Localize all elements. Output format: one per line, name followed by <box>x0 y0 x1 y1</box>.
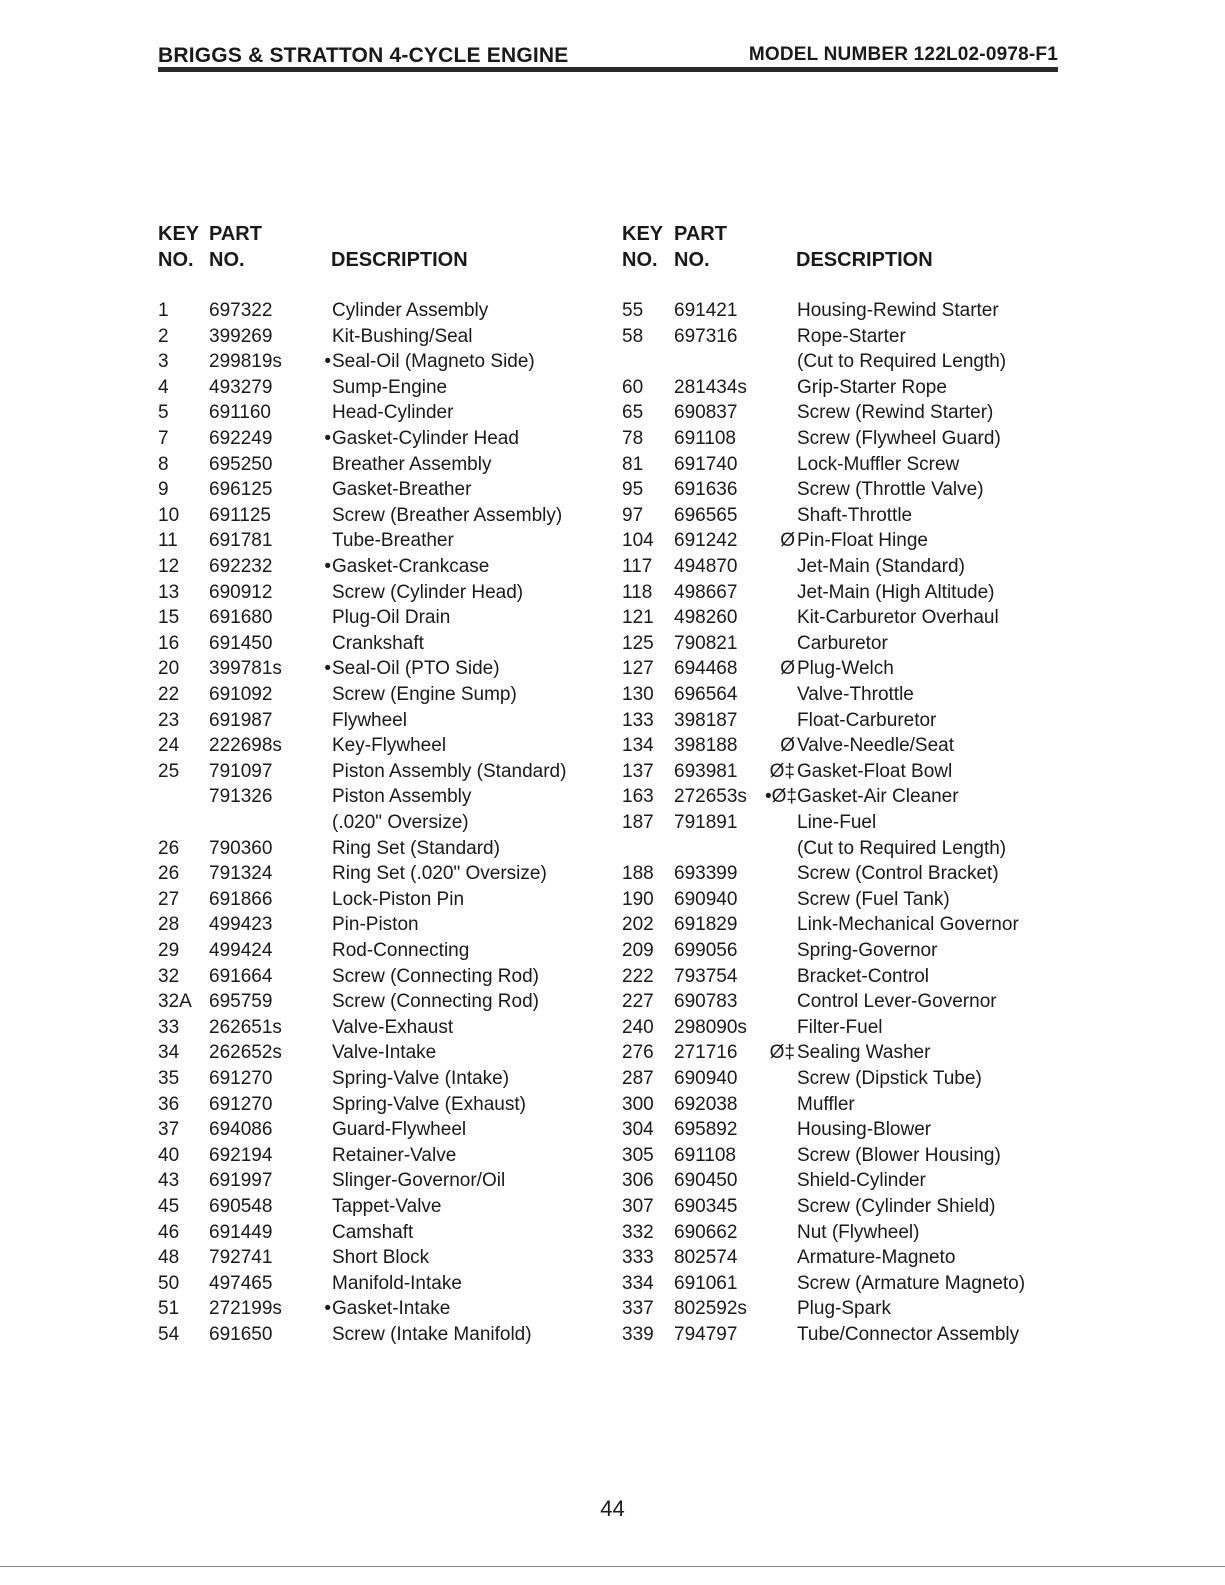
part-description: (Cut to Required Length) <box>797 351 1007 373</box>
key-number: 34 <box>158 1042 180 1064</box>
part-number: 691270 <box>209 1068 273 1089</box>
part-description: Plug-Welch <box>797 658 894 680</box>
part-description: Screw (Fuel Tank) <box>797 888 950 910</box>
part-description: Spring-Valve (Exhaust) <box>332 1093 526 1115</box>
part-description: Screw (Armature Magneto) <box>797 1272 1026 1294</box>
part-number: 691270 <box>209 1093 273 1115</box>
part-number: 790821 <box>674 632 738 654</box>
part-number: 694468 <box>674 658 738 680</box>
part-number: 690940 <box>674 1068 738 1089</box>
key-number: 104 <box>622 530 654 552</box>
part-description: Key-Flywheel <box>332 735 447 757</box>
part-description: Muffler <box>797 1093 855 1115</box>
part-description: Screw (Intake Manifold) <box>332 1324 532 1345</box>
part-description: Piston Assembly <box>332 786 472 808</box>
part-description: Valve-Intake <box>332 1042 437 1064</box>
symbol-marker: • <box>324 556 331 577</box>
part-header: PART <box>209 223 262 245</box>
key-number: 133 <box>622 709 654 731</box>
part-number: 693399 <box>674 863 738 885</box>
part-number: 691987 <box>209 709 273 731</box>
part-number: 793754 <box>674 965 738 987</box>
part-header: PART <box>674 223 727 245</box>
part-description: Camshaft <box>332 1221 414 1243</box>
part-description: Grip-Starter Rope <box>797 376 947 398</box>
part-number: 692194 <box>209 1144 273 1166</box>
part-number: 690783 <box>674 991 738 1013</box>
key-header: KEY <box>158 223 200 245</box>
part-number: 690837 <box>674 402 738 424</box>
part-number: 498667 <box>674 581 738 603</box>
part-description: Screw (Cylinder Head) <box>332 581 524 603</box>
part-description: Gasket-Float Bowl <box>797 760 953 782</box>
part-description: Pin-Piston <box>332 914 419 936</box>
part-number: 299819s <box>209 351 282 373</box>
part-number: 790360 <box>209 837 273 859</box>
key-number: 65 <box>622 402 644 424</box>
key-number: 32 <box>158 965 180 987</box>
key-number: 23 <box>158 709 180 731</box>
symbol-marker: • <box>324 1298 331 1320</box>
part-description: Screw (Connecting Rod) <box>332 991 539 1013</box>
part-description: Control Lever-Governor <box>797 991 997 1013</box>
key-number: 50 <box>158 1272 180 1294</box>
part-description: Lock-Muffler Screw <box>797 453 960 475</box>
part-description: Screw (Engine Sump) <box>332 684 517 705</box>
part-number: 695759 <box>209 991 273 1013</box>
part-description: Retainer-Valve <box>332 1144 457 1166</box>
part-number: 791891 <box>674 812 738 833</box>
part-number: 399269 <box>209 325 273 347</box>
part-number: 691449 <box>209 1221 273 1243</box>
part-description: Tube/Connector Assembly <box>797 1324 1020 1345</box>
key-number: 60 <box>622 376 644 398</box>
engine-title: BRIGGS & STRATTON 4-CYCLE ENGINE <box>158 44 569 67</box>
part-number: 691108 <box>674 428 736 449</box>
part-number: 398187 <box>674 709 738 731</box>
part-description: Gasket-Intake <box>332 1298 451 1320</box>
key-number: 78 <box>622 428 644 449</box>
part-number: 499423 <box>209 914 273 936</box>
part-description: Gasket-Cylinder Head <box>332 428 519 449</box>
part-description: Screw (Dipstick Tube) <box>797 1068 982 1089</box>
symbol-marker: Ø‡ <box>769 1042 795 1064</box>
part-number: 499424 <box>209 940 273 961</box>
key-number: 8 <box>158 453 169 475</box>
symbol-marker: Ø‡ <box>769 760 795 782</box>
part-description: Valve-Throttle <box>797 684 914 705</box>
key-number: 130 <box>622 684 654 705</box>
key-number: 190 <box>622 888 654 910</box>
part-description: Tube-Breather <box>332 530 454 552</box>
part-number: 693981 <box>674 760 738 782</box>
part-description: Rod-Connecting <box>332 940 470 961</box>
part-number: 696565 <box>674 504 738 526</box>
key-number: 45 <box>158 1196 180 1217</box>
part-number: 695250 <box>209 453 273 475</box>
key-number: 40 <box>158 1144 180 1166</box>
key-no-header: NO. <box>158 249 194 271</box>
part-description: Shield-Cylinder <box>797 1170 926 1192</box>
part-description: Seal-Oil (PTO Side) <box>332 658 500 680</box>
part-number: 272653s <box>674 786 747 808</box>
part-number: 692038 <box>674 1093 738 1115</box>
part-description: Screw (Rewind Starter) <box>797 402 994 424</box>
part-description: Tappet-Valve <box>332 1196 442 1217</box>
part-number: 398188 <box>674 735 738 757</box>
key-number: 7 <box>158 428 169 449</box>
key-number: 339 <box>622 1324 654 1345</box>
key-number: 32A <box>158 991 192 1013</box>
part-description: Link-Mechanical Governor <box>797 914 1019 936</box>
part-description: Slinger-Governor/Oil <box>332 1170 506 1192</box>
part-number: 262651s <box>209 1016 282 1038</box>
key-number: 305 <box>622 1144 654 1166</box>
key-number: 5 <box>158 402 169 424</box>
part-description: Crankshaft <box>332 632 424 654</box>
part-description: Plug-Spark <box>797 1298 891 1320</box>
part-number: 694086 <box>209 1119 273 1141</box>
key-number: 51 <box>158 1298 180 1320</box>
description-header: DESCRIPTION <box>796 249 933 271</box>
part-number: 690345 <box>674 1196 738 1217</box>
part-description: (.020" Oversize) <box>332 812 469 833</box>
part-number: 697322 <box>209 300 273 321</box>
part-description: Screw (Flywheel Guard) <box>797 428 1001 449</box>
part-description: Nut (Flywheel) <box>797 1221 920 1243</box>
part-number: 691829 <box>674 914 738 936</box>
key-number: 13 <box>158 581 180 603</box>
part-no-header: NO. <box>674 249 710 271</box>
part-number: 494870 <box>674 556 738 577</box>
key-no-header: NO. <box>622 249 658 271</box>
key-number: 2 <box>158 325 169 347</box>
symbol-marker: •Ø‡ <box>765 786 797 808</box>
part-number: 497465 <box>209 1272 273 1294</box>
key-number: 26 <box>158 863 180 885</box>
part-number: 691061 <box>674 1272 738 1294</box>
part-description: Head-Cylinder <box>332 402 454 424</box>
key-number: 287 <box>622 1068 654 1089</box>
key-number: 187 <box>622 812 654 833</box>
key-number: 97 <box>622 504 644 526</box>
part-number: 493279 <box>209 376 273 398</box>
key-number: 16 <box>158 632 180 654</box>
key-number: 127 <box>622 658 654 680</box>
part-description: Plug-Oil Drain <box>332 607 451 629</box>
key-number: 15 <box>158 607 180 629</box>
part-description: Jet-Main (Standard) <box>797 556 965 577</box>
symbol-marker: Ø <box>780 658 795 680</box>
part-number: 692249 <box>209 428 273 449</box>
key-number: 227 <box>622 991 654 1013</box>
key-number: 26 <box>158 837 180 859</box>
header-rule <box>158 67 1058 72</box>
part-number: 298090s <box>674 1016 747 1038</box>
part-description: Screw (Cylinder Shield) <box>797 1196 996 1217</box>
part-description: Filter-Fuel <box>797 1016 883 1038</box>
model-number: MODEL NUMBER 122L02-0978-F1 <box>748 44 1058 65</box>
bottom-rule <box>0 1566 1225 1567</box>
key-number: 337 <box>622 1298 654 1320</box>
part-description: Bracket-Control <box>797 965 929 987</box>
key-number: 332 <box>622 1221 654 1243</box>
part-description: Rope-Starter <box>797 325 906 347</box>
part-number: 690548 <box>209 1196 273 1217</box>
part-description: Screw (Control Bracket) <box>797 863 999 885</box>
key-number: 222 <box>622 965 654 987</box>
key-number: 118 <box>622 581 653 603</box>
part-description: Screw (Throttle Valve) <box>797 479 984 501</box>
part-number: 399781s <box>209 658 282 680</box>
key-number: 1 <box>158 300 169 321</box>
part-number: 794797 <box>674 1324 738 1345</box>
part-number: 271716 <box>674 1042 738 1064</box>
part-number: 498260 <box>674 607 738 629</box>
part-number: 691160 <box>209 402 271 424</box>
part-description: Screw (Blower Housing) <box>797 1144 1001 1166</box>
part-number: 691421 <box>674 300 738 321</box>
key-number: 333 <box>622 1247 654 1269</box>
part-number: 699056 <box>674 940 738 961</box>
key-number: 35 <box>158 1068 180 1089</box>
key-number: 43 <box>158 1170 180 1192</box>
part-number: 802574 <box>674 1247 738 1269</box>
part-description: Sump-Engine <box>332 376 448 398</box>
part-number: 802592s <box>674 1298 747 1320</box>
key-number: 121 <box>622 607 654 629</box>
part-description: Screw (Connecting Rod) <box>332 965 539 987</box>
part-description: Piston Assembly (Standard) <box>332 760 567 782</box>
part-description: Valve-Exhaust <box>332 1016 454 1038</box>
key-number: 25 <box>158 760 180 782</box>
part-description: Kit-Bushing/Seal <box>332 325 473 347</box>
part-description: Seal-Oil (Magneto Side) <box>332 351 535 373</box>
part-description: Valve-Needle/Seat <box>797 735 955 757</box>
part-number: 691125 <box>209 504 271 526</box>
symbol-marker: Ø <box>780 735 795 757</box>
key-number: 10 <box>158 504 180 526</box>
part-number: 691636 <box>674 479 738 501</box>
part-description: Line-Fuel <box>797 812 877 833</box>
key-number: 37 <box>158 1119 180 1141</box>
part-description: Float-Carburetor <box>797 709 937 731</box>
part-number: 691664 <box>209 965 273 987</box>
part-description: Gasket-Air Cleaner <box>797 786 959 808</box>
part-description: Sealing Washer <box>797 1042 931 1064</box>
part-number: 281434s <box>674 376 747 398</box>
part-number: 222698s <box>209 735 282 757</box>
description-header: DESCRIPTION <box>331 249 468 271</box>
key-number: 3 <box>158 351 169 373</box>
part-description: Spring-Governor <box>797 940 938 961</box>
symbol-marker: • <box>324 351 331 373</box>
key-number: 300 <box>622 1093 654 1115</box>
part-description: Kit-Carburetor Overhaul <box>797 607 999 629</box>
key-number: 46 <box>158 1221 180 1243</box>
part-description: Shaft-Throttle <box>797 504 913 526</box>
part-description: Manifold-Intake <box>332 1272 462 1294</box>
part-description: Lock-Piston Pin <box>332 888 465 910</box>
part-description: Screw (Breather Assembly) <box>332 504 563 526</box>
part-description: Housing-Blower <box>797 1119 932 1141</box>
key-number: 95 <box>622 479 644 501</box>
key-number: 12 <box>158 556 180 577</box>
part-number: 691997 <box>209 1170 273 1192</box>
part-number: 696564 <box>674 684 738 705</box>
part-number: 690662 <box>674 1221 738 1243</box>
part-description: Short Block <box>332 1247 430 1269</box>
part-number: 691450 <box>209 632 273 654</box>
part-number: 696125 <box>209 479 273 501</box>
key-number: 306 <box>622 1170 654 1192</box>
part-description: Ring Set (.020" Oversize) <box>332 863 547 885</box>
part-description: Pin-Float Hinge <box>797 530 928 552</box>
key-number: 209 <box>622 940 654 961</box>
key-number: 55 <box>622 300 644 321</box>
part-description: Housing-Rewind Starter <box>797 300 999 321</box>
page-number: 44 <box>600 1496 625 1521</box>
part-number: 692232 <box>209 556 273 577</box>
part-number: 792741 <box>209 1247 273 1269</box>
key-number: 58 <box>622 325 644 347</box>
key-number: 134 <box>622 735 654 757</box>
symbol-marker: • <box>324 658 331 680</box>
part-number: 691108 <box>674 1144 736 1166</box>
part-number: 690912 <box>209 581 273 603</box>
key-number: 276 <box>622 1042 654 1064</box>
key-number: 334 <box>622 1272 654 1294</box>
key-number: 27 <box>158 888 180 910</box>
key-number: 48 <box>158 1247 180 1269</box>
key-number: 81 <box>622 453 644 475</box>
part-description: (Cut to Required Length) <box>797 837 1007 859</box>
part-description: Gasket-Crankcase <box>332 556 490 577</box>
part-description: Guard-Flywheel <box>332 1119 467 1141</box>
key-number: 28 <box>158 914 180 936</box>
part-number: 691866 <box>209 888 273 910</box>
part-number: 690940 <box>674 888 738 910</box>
part-description: Ring Set (Standard) <box>332 837 500 859</box>
part-description: Gasket-Breather <box>332 479 472 501</box>
part-number: 791324 <box>209 863 273 885</box>
part-description: Armature-Magneto <box>797 1247 956 1269</box>
key-number: 188 <box>622 863 654 885</box>
part-number: 690450 <box>674 1170 738 1192</box>
key-number: 117 <box>622 556 653 577</box>
key-number: 54 <box>158 1324 180 1345</box>
key-number: 4 <box>158 376 169 398</box>
part-number: 272199s <box>209 1298 282 1320</box>
key-header: KEY <box>622 223 664 245</box>
key-number: 304 <box>622 1119 654 1141</box>
part-number: 791097 <box>209 760 273 782</box>
key-number: 137 <box>622 760 654 782</box>
part-number: 262652s <box>209 1042 282 1064</box>
part-description: Breather Assembly <box>332 453 492 475</box>
part-description: Spring-Valve (Intake) <box>332 1068 510 1089</box>
part-number: 691740 <box>674 453 738 475</box>
part-number: 791326 <box>209 786 273 808</box>
key-number: 33 <box>158 1016 180 1038</box>
part-number: 691680 <box>209 607 273 629</box>
key-number: 163 <box>622 786 654 808</box>
part-description: Cylinder Assembly <box>332 300 489 321</box>
key-number: 24 <box>158 735 180 757</box>
part-number: 695892 <box>674 1119 738 1141</box>
part-number: 691242 <box>674 530 738 552</box>
part-number: 691781 <box>209 530 273 552</box>
key-number: 11 <box>158 530 178 552</box>
key-number: 36 <box>158 1093 180 1115</box>
key-number: 307 <box>622 1196 654 1217</box>
part-number: 691092 <box>209 684 273 705</box>
key-number: 22 <box>158 684 180 705</box>
part-description: Carburetor <box>797 632 888 654</box>
key-number: 125 <box>622 632 654 654</box>
key-number: 29 <box>158 940 180 961</box>
part-no-header: NO. <box>209 249 245 271</box>
part-description: Jet-Main (High Altitude) <box>797 581 995 603</box>
symbol-marker: • <box>324 428 331 449</box>
key-number: 202 <box>622 914 654 936</box>
part-number: 697316 <box>674 325 738 347</box>
part-description: Flywheel <box>332 709 407 731</box>
key-number: 20 <box>158 658 180 680</box>
symbol-marker: Ø <box>780 530 795 552</box>
key-number: 9 <box>158 479 169 501</box>
key-number: 240 <box>622 1016 654 1038</box>
part-number: 691650 <box>209 1324 273 1345</box>
